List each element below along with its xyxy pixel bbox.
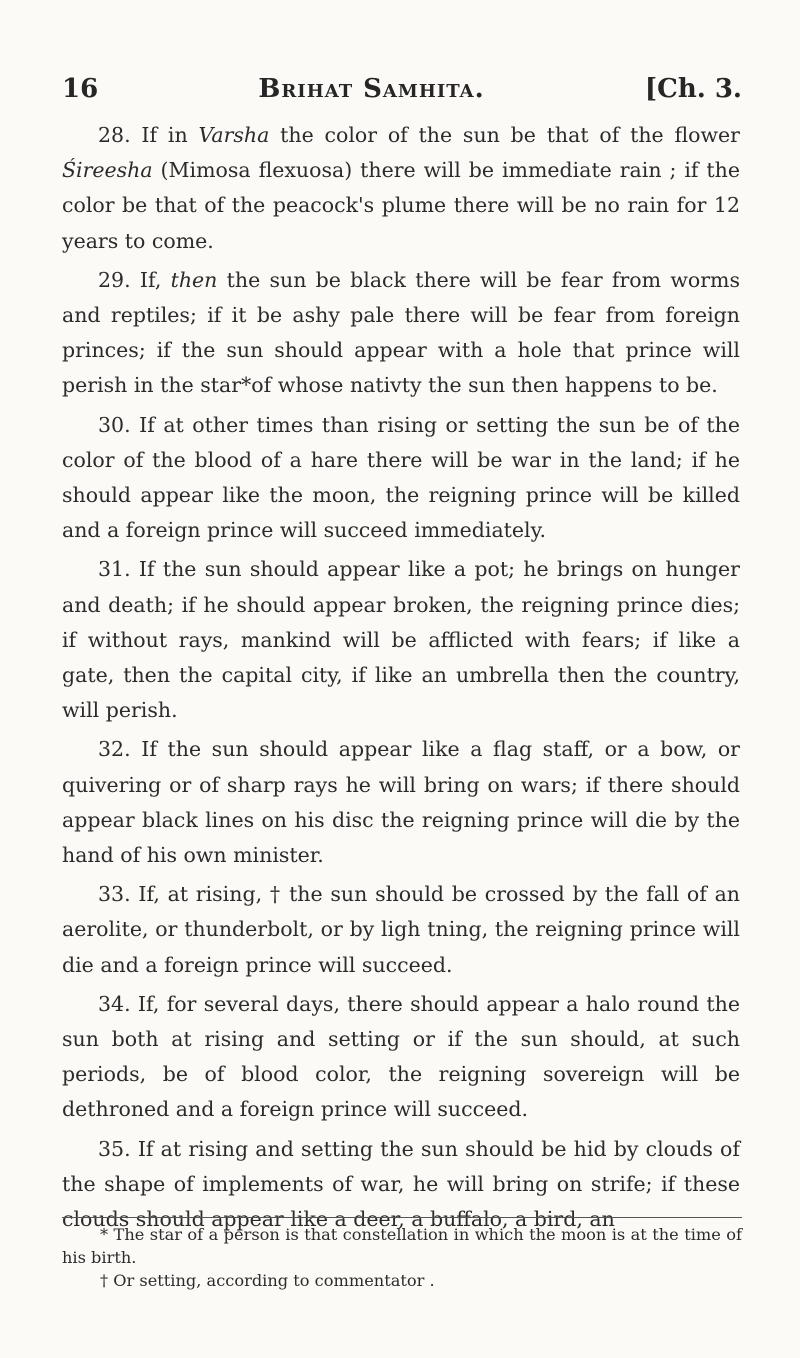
chapter-label: [Ch. 3. [644,74,742,104]
verse-number: 34. [98,991,131,1016]
footnote-divider [62,1217,742,1218]
paragraph-29: 29. If, then the sun be black there will be fear from worms and reptiles; if it be ashy pale there will be fear from foreign princes; if the sun should appear with a hole that prince will perish in the star*of whose nativty the sun then happens to be. [62,267,740,398]
paragraph-34: 34. If, for several days, there should appear a halo round the sun both at rising and setting or if the sun should, at such periods, be of blood color, the reigning sovereign will be dethroned and a foreign prince will succeed. [62,991,740,1122]
book-title: Brihat Samhita. [258,74,485,104]
paragraph-31: 31. If the sun should appear like a pot; he brings on hunger and death; if he should appear broken, the reigning prince dies; if without rays, mankind will be afflicted with fears; if like a gate, then the capital city, if like an umbrella then the country, will perish. [62,557,740,723]
verse-number: 28. [98,123,131,147]
paragraph-35: 35. If at rising and setting the sun should be hid by clouds of the shape of implements of war, he will bring on strife; if these clouds should appear like a deer, a buffalo, a bird, an [62,1136,740,1232]
paragraph-33: 33. If, at rising, † the sun should be crossed by the fall of an aerolite, or thunderbolt, or by ligh tning, the reigning prince will die and a foreign prince will succeed. [62,882,740,977]
paragraph-28: 28. If in Varsha the color of the sun be that of the flower Śireesha (Mimosa flexuosa) there will be immediate rain ; if the color be that of the peacock's plume there will be no rain for 12 years to come. [62,123,740,253]
sanskrit-term: Varsha [198,123,270,147]
body-text [62,118,740,1241]
sanskrit-term: Śireesha [62,158,153,183]
running-header [62,74,742,104]
verse-number: 32. [98,737,131,762]
verse-number: 30. [98,412,131,437]
footnotes [62,1223,742,1292]
verse-number: 29. [98,267,131,292]
verse-number: 33. [98,882,131,907]
verse-number: 31. [98,557,131,582]
paragraph-32: 32. If the sun should appear like a flag staff, or a bow, or quivering or of sharp rays he will bring on wars; if there should appear black lines on his disc the reigning prince will die by the hand of his own minister. [62,737,740,868]
emphasis-term: then [170,267,218,292]
paragraph-30: 30. If at other times than rising or setting the sun be of the color of the blood of a hare there will be war in the land; if he should appear like the moon, the reigning prince will be killed and a foreign prince will succeed immediately. [62,412,740,543]
verse-number: 35. [98,1136,131,1161]
page-number: 16 [62,74,99,104]
footnote-star: * The star of a person is that constellation in which the moon is at the time of his birth. [62,1225,742,1267]
footnote-dagger: † Or setting, according to commentator . [100,1271,435,1290]
